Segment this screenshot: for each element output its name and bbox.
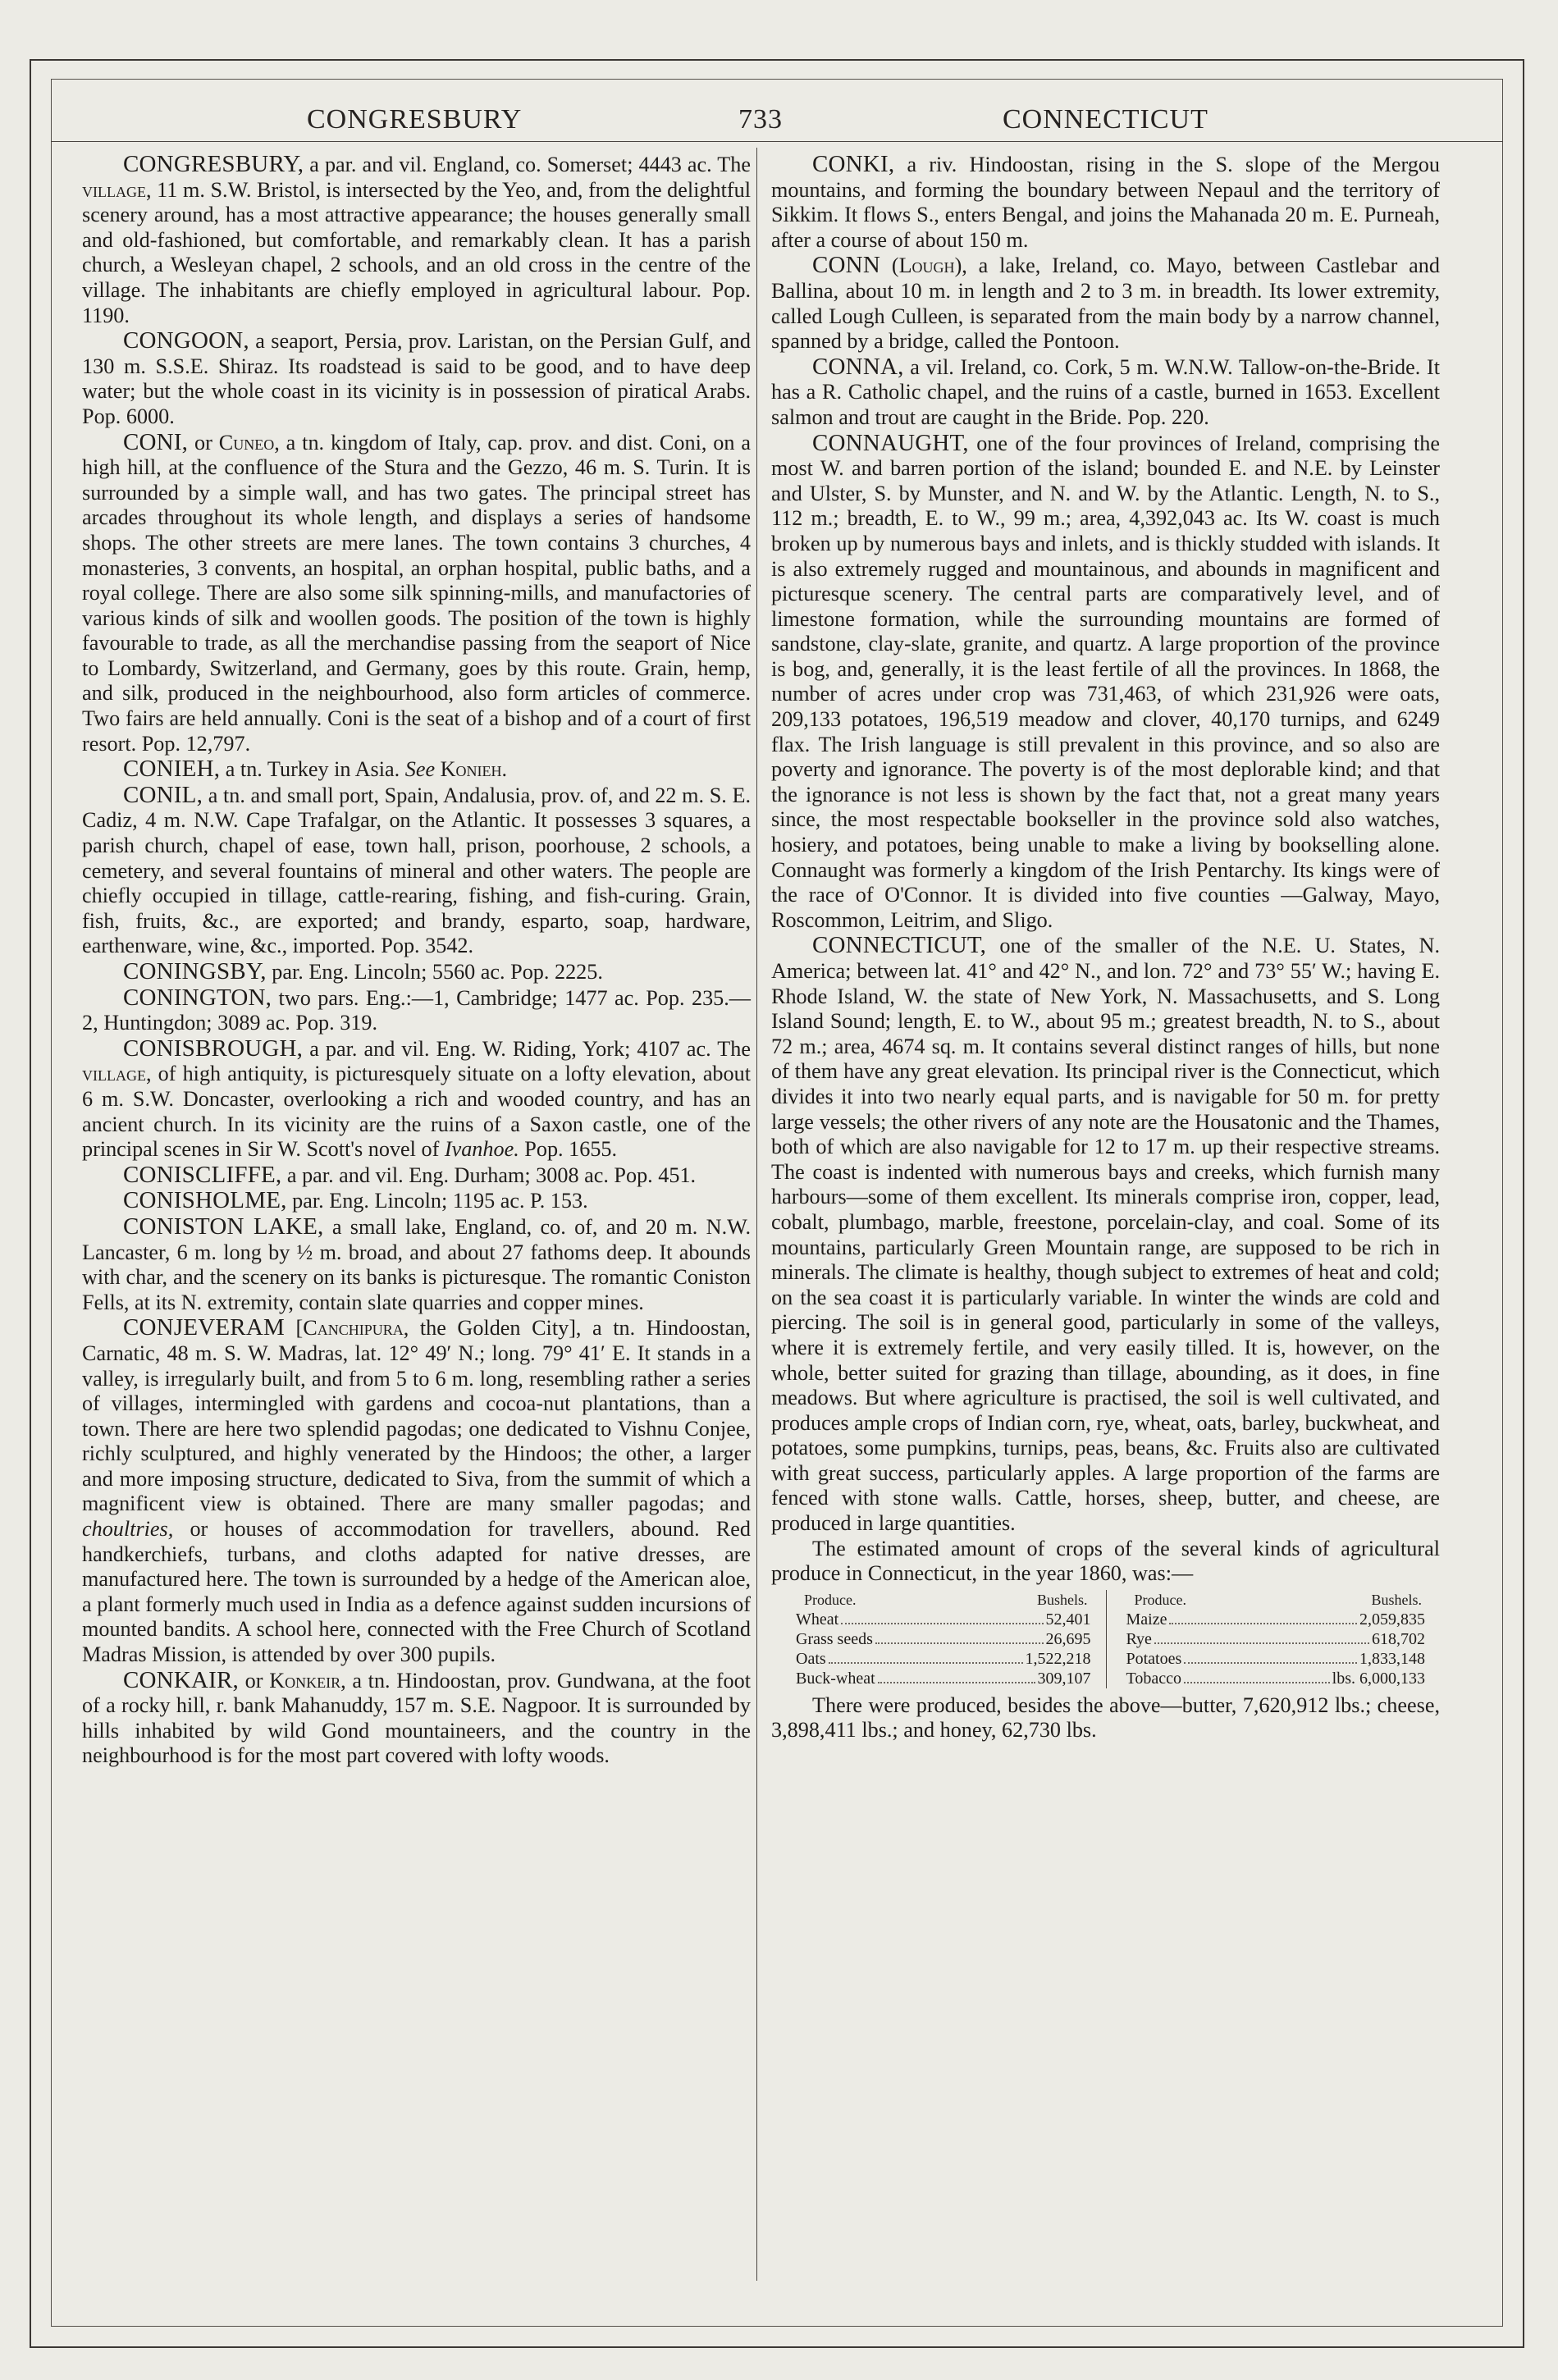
produce-header: Produce. — [1134, 1591, 1186, 1608]
crop-table — [771, 1590, 1440, 1688]
entry-headword: CONIEH, — [123, 756, 221, 783]
entry-text: The estimated amount of crops of the several kinds of agricultural produce in Connecticut, in the year 1860, was:— — [771, 1536, 1440, 1586]
entry-headword: CONNAUGHT, — [812, 429, 969, 456]
crop-row — [1126, 1649, 1426, 1669]
crop-name: Buck-wheat — [796, 1669, 875, 1688]
column-divider — [756, 148, 757, 2281]
running-header — [51, 104, 1503, 145]
entry-headword: CONJEVERAM — [123, 1314, 285, 1341]
bushels-header: Bushels. — [1036, 1591, 1088, 1608]
crop-row — [1126, 1669, 1426, 1688]
entry-text: Ivanhoe. — [444, 1137, 519, 1162]
entry-text: a seaport, Persia, prov. Laristan, on the Persian Gulf, and 130 m. S.S.E. Shiraz. Its roadstead is said to be good, and to have deep water; but the whole coast in its vicinity is in possession of piratical Arabs. Pop. 6000. — [82, 329, 751, 428]
gazetteer-entry — [82, 152, 751, 328]
entry-text: a tn. Hindoostan, prov. Gundwana, at the foot of a rocky hill, r. bank Mahanuddy, 157 m. S.E. Nagpoor. It is surrounded by hills inhabited by wild Gond mountaineers, and the country in the neighbourhood is for the most part covered with lofty woods. — [82, 1668, 751, 1768]
entry-headword: CONGOON, — [123, 327, 249, 354]
crop-table-right — [1106, 1590, 1441, 1688]
crop-name: Grass seeds — [796, 1629, 873, 1648]
entry-headword: CONKI, — [812, 151, 895, 177]
entry-headword: CONIL, — [123, 781, 203, 808]
dot-leader — [829, 1662, 1023, 1664]
entry-text: Canchipura, — [303, 1316, 409, 1341]
crop-name: Rye — [1126, 1629, 1152, 1648]
crop-name: Potatoes — [1126, 1649, 1182, 1668]
header-rule — [51, 141, 1503, 142]
crop-value: 26,695 — [1045, 1629, 1091, 1648]
crop-value: lbs. 6,000,133 — [1332, 1669, 1425, 1688]
dot-leader — [875, 1642, 1044, 1644]
entry-text: 11 m. S.W. Bristol, is intersected by the Yeo, and, from the delightful scenery around, has a most attractive appearance; the houses generally small and old-fashioned, but comfortable, and remarkably clean. It has a parish church, a Wesleyan chapel, 2 schools, and an old cross in the centre of the village. The inhabitants are chiefly employed in agricultural labour. Pop. 1190. — [82, 177, 751, 327]
crop-table-header — [1126, 1590, 1426, 1610]
entry-headword: CONI, — [123, 428, 189, 455]
entry-text: ), a lake, Ireland, co. Mayo, between Castlebar and Ballina, about 10 m. in length and 2 to 3 m. in breadth. Its lower extremity, called Lough Culleen, is separated from the main body by a narrow channel, spanned by a bridge, called the Pontoon. — [771, 254, 1440, 354]
gazetteer-entry — [82, 1668, 751, 1769]
entry-headword: CONNECTICUT, — [812, 932, 987, 959]
gazetteer-entry — [82, 985, 751, 1036]
gazetteer-entry — [82, 783, 751, 959]
crop-value: 52,401 — [1045, 1610, 1091, 1629]
entry-text: Lough — [898, 254, 955, 278]
gazetteer-entry — [82, 1214, 751, 1315]
crop-row — [1126, 1629, 1426, 1649]
entry-headword: CONISBROUGH, — [123, 1035, 304, 1062]
entry-text: or houses of accommodation for travellers, abound. Red handkerchiefs, turbans, and cloths adapted for native dresses, are manufactured here. The town is surrounded by a hedge of the American aloe, a plant formerly much used in India as a defence against sudden incursions of mounted bandits. A school here, connected with the Free Church of Scotland Madras Mission, is attended by over 300 pupils. — [82, 1517, 751, 1667]
crop-row — [796, 1629, 1091, 1649]
entry-text: one of the smaller of the N.E. U. States, N. America; between lat. 41° and 42° N., and lon. 72° and 73° 55′ W.; having E. Rhode Island, W. the state of New York, N. Massachusetts, and S. Long Island Sound; length, E. to W., about 95 m.; greatest breadth, N. to S., about 72 m.; area, 4674 sq. m. It contains several distinct ranges of hills, but none of them have any great elevation. Its principal river is the Connecticut, which divides it into two nearly equal parts, and is navigable for 50 m. for pretty large vessels; the other rivers of any note are the Housatonic and the Thames, both of which are also navigable for 12 to 17 m. up their respective streams. The coast is indented with numerous bays and creeks, which furnish many harbours—some of them excellent. Its minerals comprise iron, copper, lead, cobalt, plumbago, marble, freestone, porcelain-clay, and coal. Some of its mountains, particularly Green Mountain range, are supposed to be rich in minerals. The climate is healthy, though subject to extremes of heat and cold; on the sea coast it is particularly variable. In winter the winds are cold and piercing. The soil is in general good, particularly in some of the valleys, where it is extremely fertile, and very easily tilled. It is, however, on the whole, better suited for grazing than tillage, abounding, as it does, in fine meadows. But where agriculture is practised, the soil is well cultivated, and produces ample crops of Indian corn, rye, wheat, oats, barley, buckwheat, and potatoes, some pumpkins, turnips, peas, beans, &c. Fruits also are cultivated with great success, particularly apples. A large proportion of the farms are fenced with stone walls. Cattle, horses, sheep, butter, and cheese, are produced in large quantities. — [771, 934, 1440, 1536]
crop-name: Oats — [796, 1649, 826, 1668]
header-left-guide-word: CONGRESBURY — [307, 104, 523, 135]
crop-row — [796, 1669, 1091, 1688]
crop-name: Tobacco — [1126, 1669, 1181, 1688]
entry-text: See — [404, 757, 436, 782]
gazetteer-entry — [82, 1163, 751, 1189]
entry-text: of high antiquity, is picturesquely situate on a lofty elevation, about 6 m. S.W. Doncaster, overlooking a rich and wooded country, and has an ancient church. In its vicinity are the ruins of a Saxon castle, one of the principal scenes in Sir W. Scott's novel of — [82, 1062, 751, 1162]
gazetteer-entry — [82, 959, 751, 985]
entry-text: village, — [82, 177, 152, 202]
bushels-header: Bushels. — [1371, 1591, 1422, 1608]
entry-text: a par. and vil. Eng. Durham; 3008 ac. Pop. 451. — [281, 1163, 697, 1187]
crop-value: 1,522,218 — [1025, 1649, 1091, 1668]
entry-headword: CONISCLIFFE, — [123, 1161, 282, 1188]
dot-leader — [1169, 1623, 1357, 1624]
entry-text: a tn. kingdom of Italy, cap. prov. and dist. Coni, on a high hill, at the confluence of the Stura and the Gezzo, 46 m. S. Turin. It is surrounded by a simple wall, and has two gates. The principal street has arcades throughout its whole length, and displays a series of handsome shops. The other streets are mere lanes. The town contains 3 churches, 4 monasteries, 3 convents, an hospital, an orphan hospital, public baths, and a royal college. There are also some silk spinning-mills, and manufactories of various kinds of silk and woollen goods. The position of the town is highly favourable to trade, as all the merchandise passing from the seaport of Nice to Lombardy, Switzerland, and Germany, goes by this route. Grain, hemp, and silk, produced in the neighbourhood, also form articles of commerce. Two fairs are held annually. Coni is the seat of a bishop and of a court of first resort. Pop. 12,797. — [82, 430, 751, 756]
produce-header: Produce. — [804, 1591, 857, 1608]
gazetteer-entry — [771, 354, 1440, 431]
entry-text: two pars. Eng.:—1, Cambridge; 1477 ac. Pop. 235.—2, Huntingdon; 3089 ac. Pop. 319. — [82, 985, 751, 1035]
header-right-guide-word: CONNECTICUT — [1003, 104, 1208, 135]
crop-value: 618,702 — [1372, 1629, 1425, 1648]
entry-text: [ — [284, 1316, 304, 1341]
crop-row — [796, 1610, 1091, 1629]
entry-text: ( — [880, 254, 899, 278]
right-column-entries — [771, 152, 1440, 1587]
crop-table-header — [796, 1590, 1091, 1610]
crop-name: Maize — [1126, 1610, 1167, 1629]
entry-text: or — [238, 1668, 270, 1692]
crop-row — [796, 1649, 1091, 1669]
entry-text: Cuneo, — [218, 430, 280, 455]
entry-text: one of the four provinces of Ireland, comprising the most W. and barren portion of the island; bounded E. and N.E. by Leinster and Ulster, S. by Munster, and N. and W. by the Atlantic. Length, N. to S., 112 m.; breadth, E. to W., 99 m.; area, 4,392,043 ac. Its W. coast is much broken up by numerous bays and inlets, and is thickly studded with islands. It is also extremely rugged and mountainous, and abounds in magnificent and picturesque scenery. The central parts are comparatively level, and of limestone formation, while the surrounding mountains are formed of sandstone, clay-slate, granite, and quartz. A large proportion of the province is bog, and, generally, it is the least fertile of all the provinces. In 1868, the number of acres under crop was 731,463, of which 231,926 were oats, 209,133 potatoes, 196,519 meadow and clover, 40,170 turnips, and 6249 flax. The Irish language is still prevalent in this province, and so also are poverty and ignorance. The poverty is of the most deplorable kind; and that the ignorance is not less is shown by the fact that, not a great many years since, the most respectable bookseller in the province sold also watches, hosiery, and potatoes, being unable to make a living by bookselling alone. Connaught was formerly a kingdom of the Irish Pentarchy. Its kings were of the race of O'Connor. It is divided into five counties —Galway, Mayo, Roscommon, Leitrim, and Sligo. — [771, 431, 1440, 932]
crop-rows-left — [796, 1610, 1091, 1688]
crop-value: 1,833,148 — [1359, 1649, 1425, 1668]
gazetteer-entry — [771, 431, 1440, 934]
gazetteer-entry — [82, 1188, 751, 1214]
entry-text: a tn. Turkey in Asia. — [220, 757, 405, 782]
left-column — [82, 152, 751, 1769]
entry-text: Konieh. — [435, 757, 508, 782]
crop-value: 2,059,835 — [1359, 1610, 1425, 1629]
right-column — [771, 152, 1440, 1743]
dot-leader — [878, 1682, 1035, 1683]
entry-headword: CONISTON LAKE, — [123, 1213, 324, 1240]
entry-text: par. Eng. Lincoln; 5560 ac. Pop. 2225. — [266, 960, 603, 984]
closing-paragraph: There were produced, besides the above—butter, 7,620,912 lbs.; cheese, 3,898,411 lbs.; and honey, 62,730 lbs. — [771, 1692, 1440, 1743]
gazetteer-entry — [771, 253, 1440, 354]
crop-rows-right — [1126, 1610, 1426, 1688]
entry-text: village, — [82, 1062, 152, 1086]
dot-leader — [1184, 1682, 1330, 1683]
entry-text: Pop. 1655. — [519, 1137, 618, 1162]
entry-headword: CONNA, — [812, 353, 904, 380]
entry-text: a par. and vil. England, co. Somerset; 4443 ac. The — [304, 153, 751, 176]
gazetteer-entry — [82, 430, 751, 757]
crop-value: 309,107 — [1037, 1669, 1091, 1688]
entry-text: a vil. Ireland, co. Cork, 5 m. W.N.W. Tallow-on-the-Bride. It has a R. Catholic chapel, and the ruins of a castle, burned in 1653. Excellent salmon and trout are caught in the Bride. Pop. 220. — [771, 354, 1440, 429]
entry-text: or — [188, 430, 219, 455]
gazetteer-entry — [771, 152, 1440, 253]
entry-text: a tn. and small port, Spain, Andalusia, prov. of, and 22 m. S. E. Cadiz, 4 m. N.W. Cape Trafalgar, on the Atlantic. It possesses 3 squares, a parish church, chapel of ease, town hall, prison, poorhouse, 2 schools, a cemetery, and several fountains of mineral and other waters. The people are chiefly occupied in tillage, cattle-rearing, fishing, and fish-curing. Grain, fish, fruits, &c., are exported; and brandy, esparto, soap, hardware, earthenware, wine, &c., imported. Pop. 3542. — [82, 783, 751, 958]
entry-text: a small lake, England, co. of, and 20 m. N.W. Lancaster, 6 m. long by ½ m. broad, and about 27 fathoms deep. It abounds with char, and the scenery on its banks is picturesque. The romantic Coniston Fells, at its N. extremity, contain slate quarries and copper mines. — [82, 1214, 751, 1314]
gazetteer-entry — [82, 1315, 751, 1667]
entry-headword: CONINGTON, — [123, 984, 272, 1011]
entry-text: the Golden City], a tn. Hindoostan, Carnatic, 48 m. S. W. Madras, lat. 12° 49′ N.; long. 79° 41′ E. It stands in a valley, is irregularly built, and from 5 to 6 m. long, resembling rather a series of villages, intermingled with gardens and cocoa-nut plantations, than a town. There are here two splendid pagodas; one dedicated to Vishnu Conjee, richly sculptured, and highly venerated by the Hindoos; the other, a larger and more imposing structure, dedicated to Siva, from the summit of which a magnificent view is obtained. There are many smaller pagodas; and — [82, 1316, 751, 1516]
gazetteer-entry — [82, 1036, 751, 1163]
crop-row — [1126, 1610, 1426, 1629]
entry-text: Konkeir, — [269, 1668, 346, 1692]
entry-text: a par. and vil. Eng. W. Riding, York; 4107 ac. The — [303, 1036, 751, 1061]
entry-headword: CONISHOLME, — [123, 1187, 287, 1214]
entry-text: par. Eng. Lincoln; 1195 ac. P. 153. — [286, 1189, 588, 1213]
entry-text: a riv. Hindoostan, rising in the S. slope of the Mergou mountains, and forming the boundary between Nepaul and the territory of Sikkim. It flows S., enters Bengal, and joins the Mahanada 20 m. E. Purneah, after a course of about 150 m. — [771, 153, 1440, 252]
gazetteer-entry — [771, 933, 1440, 1536]
entry-headword: CONKAIR, — [123, 1666, 239, 1693]
entry-headword: CONINGSBY, — [123, 958, 267, 984]
crop-table-left — [771, 1590, 1106, 1688]
gazetteer-entry — [771, 1537, 1440, 1587]
page-number: 733 — [738, 104, 783, 135]
entry-text: choultries, — [82, 1517, 174, 1542]
dot-leader — [1184, 1662, 1357, 1664]
dot-leader — [1154, 1642, 1369, 1644]
dot-leader — [841, 1623, 1043, 1624]
gazetteer-entry — [82, 328, 751, 429]
gazetteer-entry — [82, 756, 751, 783]
entry-headword: CONN — [812, 252, 880, 279]
crop-name: Wheat — [796, 1610, 839, 1629]
entry-headword: CONGRESBURY, — [123, 151, 304, 177]
